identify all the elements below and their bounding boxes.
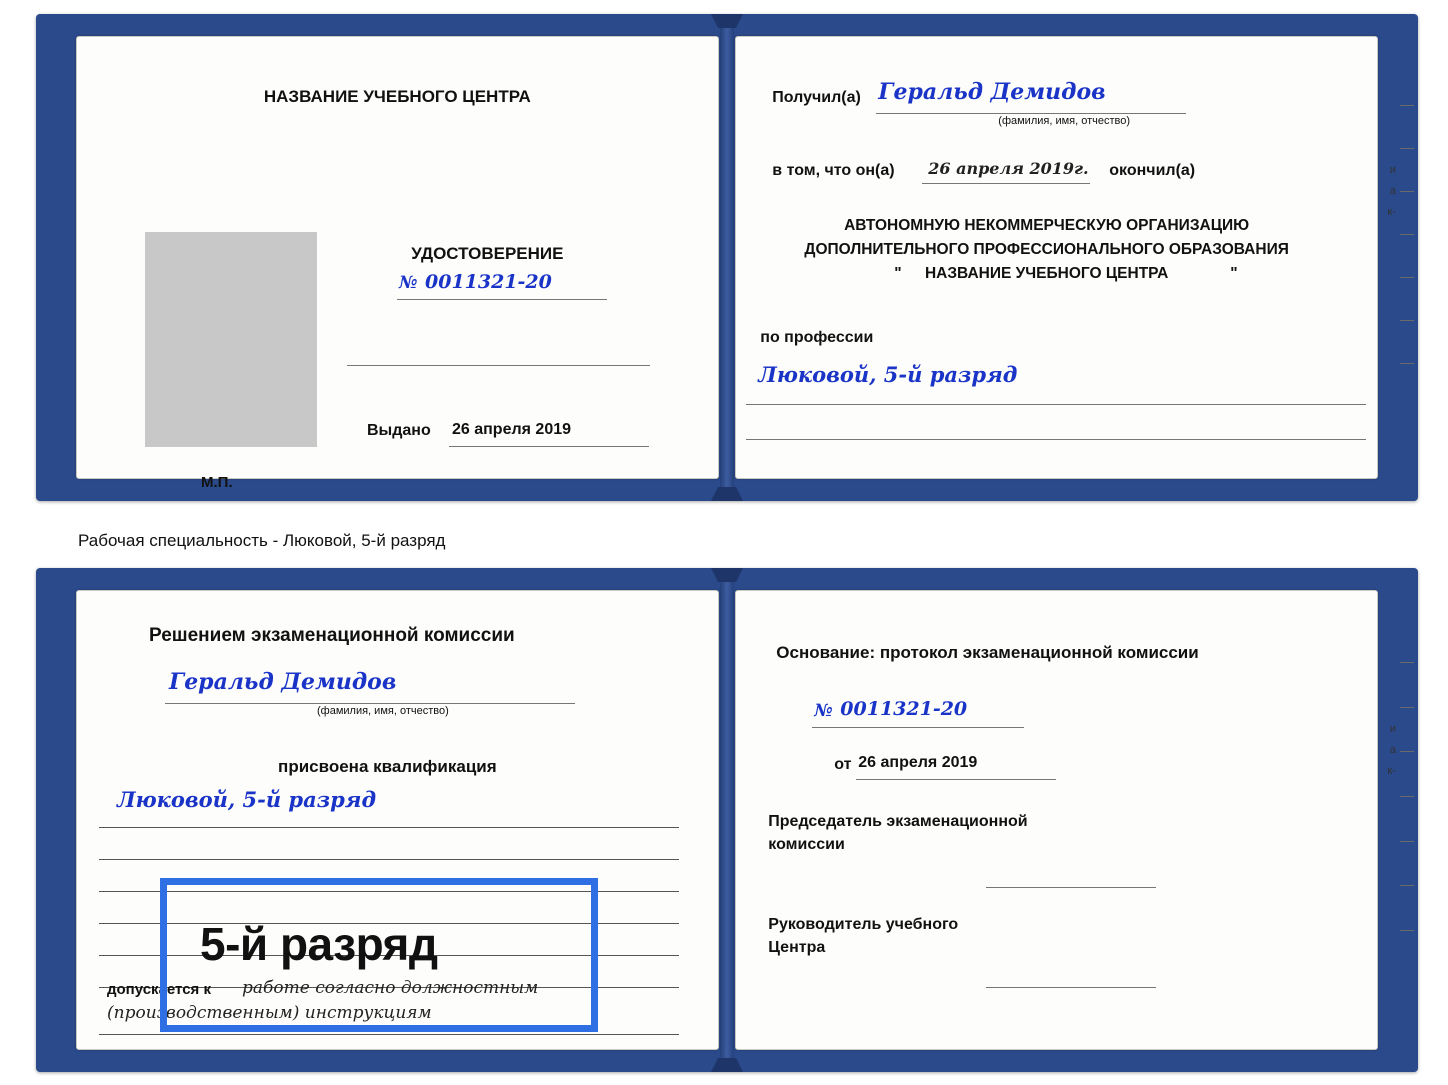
edge-char-1: а (1389, 184, 1396, 197)
edge-char-2: к- (1387, 205, 1396, 218)
protocol-number: 0011321-20 (840, 698, 968, 720)
rule-7 (99, 1034, 679, 1035)
top-left-page (76, 36, 719, 491)
issued-label: Выдано (367, 422, 431, 439)
edge-char-b1: а (1389, 744, 1396, 757)
received-name: Геральд Демидов (878, 79, 1106, 105)
edge-char-b0: и (1389, 723, 1396, 736)
photo-placeholder (145, 232, 317, 447)
profession-label: по профессии (760, 329, 874, 346)
rule-1 (99, 827, 679, 828)
profession-rule-2 (746, 439, 1366, 440)
chairman-signature-line (986, 887, 1156, 888)
blank-rule-1 (347, 365, 650, 366)
document-type-label: УДОСТОВЕРЕНИЕ (411, 244, 564, 263)
spine-notch-bottom (711, 487, 743, 501)
top-right-page (735, 36, 1378, 479)
protocol-number-underline (812, 727, 1024, 728)
date-underline (922, 183, 1090, 184)
stamp-label: М.П. (201, 474, 233, 491)
fio-hint-2: (фамилия, имя, отчество) (317, 705, 449, 717)
protocol-number-symbol: № (814, 701, 833, 721)
edge-char-b2: к- (1387, 764, 1396, 777)
from-underline (856, 779, 1056, 780)
profession-value: Люковой, 5-й разряд (758, 362, 1018, 387)
issued-underline (449, 446, 649, 447)
decision-name-underline (165, 703, 575, 704)
spine-notch-bottom-2 (711, 1058, 743, 1072)
bottom-right-page (735, 590, 1378, 1050)
completion-date: 26 апреля 2019г. (928, 159, 1089, 178)
head-label-line2: Центра (768, 939, 826, 956)
received-underline (876, 113, 1186, 114)
allowed-value-line1: работе согласно должностным (242, 978, 539, 998)
that-he-label: в том, что он(а) (772, 162, 895, 179)
spine-notch-top (711, 14, 743, 28)
certificate-number: 0011321-20 (425, 271, 552, 293)
finished-label: окончил(а) (1109, 162, 1196, 179)
decision-name: Геральд Демидов (169, 669, 397, 695)
allowed-label: допускается к (107, 981, 211, 998)
profession-rule-1 (746, 404, 1366, 405)
organization-name: НАЗВАНИЕ УЧЕБНОГО ЦЕНТРА (924, 265, 1169, 282)
qualification-label: присвоена квалификация (278, 757, 497, 776)
quote-close: " (1230, 265, 1238, 282)
spine-notch-top-2 (711, 568, 743, 582)
quote-open: " (894, 265, 902, 282)
from-label: от (834, 756, 852, 773)
head-label-line1: Руководитель учебного (768, 916, 959, 933)
caption-between-books: Рабочая специальность - Люковой, 5-й разряд (78, 531, 446, 550)
page-edge-chars-bottom (1388, 719, 1396, 782)
received-label: Получил(а) (772, 89, 861, 106)
chairman-label-line2: комиссии (768, 836, 845, 853)
rule-2 (99, 859, 679, 860)
page-edge-chars-top (1388, 160, 1396, 223)
organization-line-1: АВТОНОМНУЮ НЕКОММЕРЧЕСКУЮ ОРГАНИЗАЦИЮ (844, 217, 1250, 234)
edge-char-0: и (1389, 164, 1396, 177)
organization-line-2: ДОПОЛНИТЕЛЬНОГО ПРОФЕССИОНАЛЬНОГО ОБРАЗОВАНИЯ (804, 241, 1289, 258)
basis-label: Основание: протокол экзаменационной комиссии (776, 643, 1199, 662)
certificate-book-top (36, 14, 1418, 501)
number-underline (397, 299, 607, 300)
qualification-value: Люковой, 5-й разряд (117, 787, 377, 812)
head-signature-line (986, 987, 1156, 988)
allowed-value-line2: (производственным) инструкциям (107, 1003, 432, 1023)
highlight-label: 5-й разряд (200, 918, 438, 970)
center-title: НАЗВАНИЕ УЧЕБНОГО ЦЕНТРА (263, 87, 531, 106)
chairman-label-line1: Председатель экзаменационной (768, 813, 1028, 830)
number-symbol: № (399, 273, 418, 293)
fio-hint: (фамилия, имя, отчество) (998, 115, 1131, 127)
from-date: 26 апреля 2019 (858, 754, 978, 771)
decision-title: Решением экзаменационной комиссии (149, 625, 515, 646)
issued-date: 26 апреля 2019 (452, 421, 572, 438)
